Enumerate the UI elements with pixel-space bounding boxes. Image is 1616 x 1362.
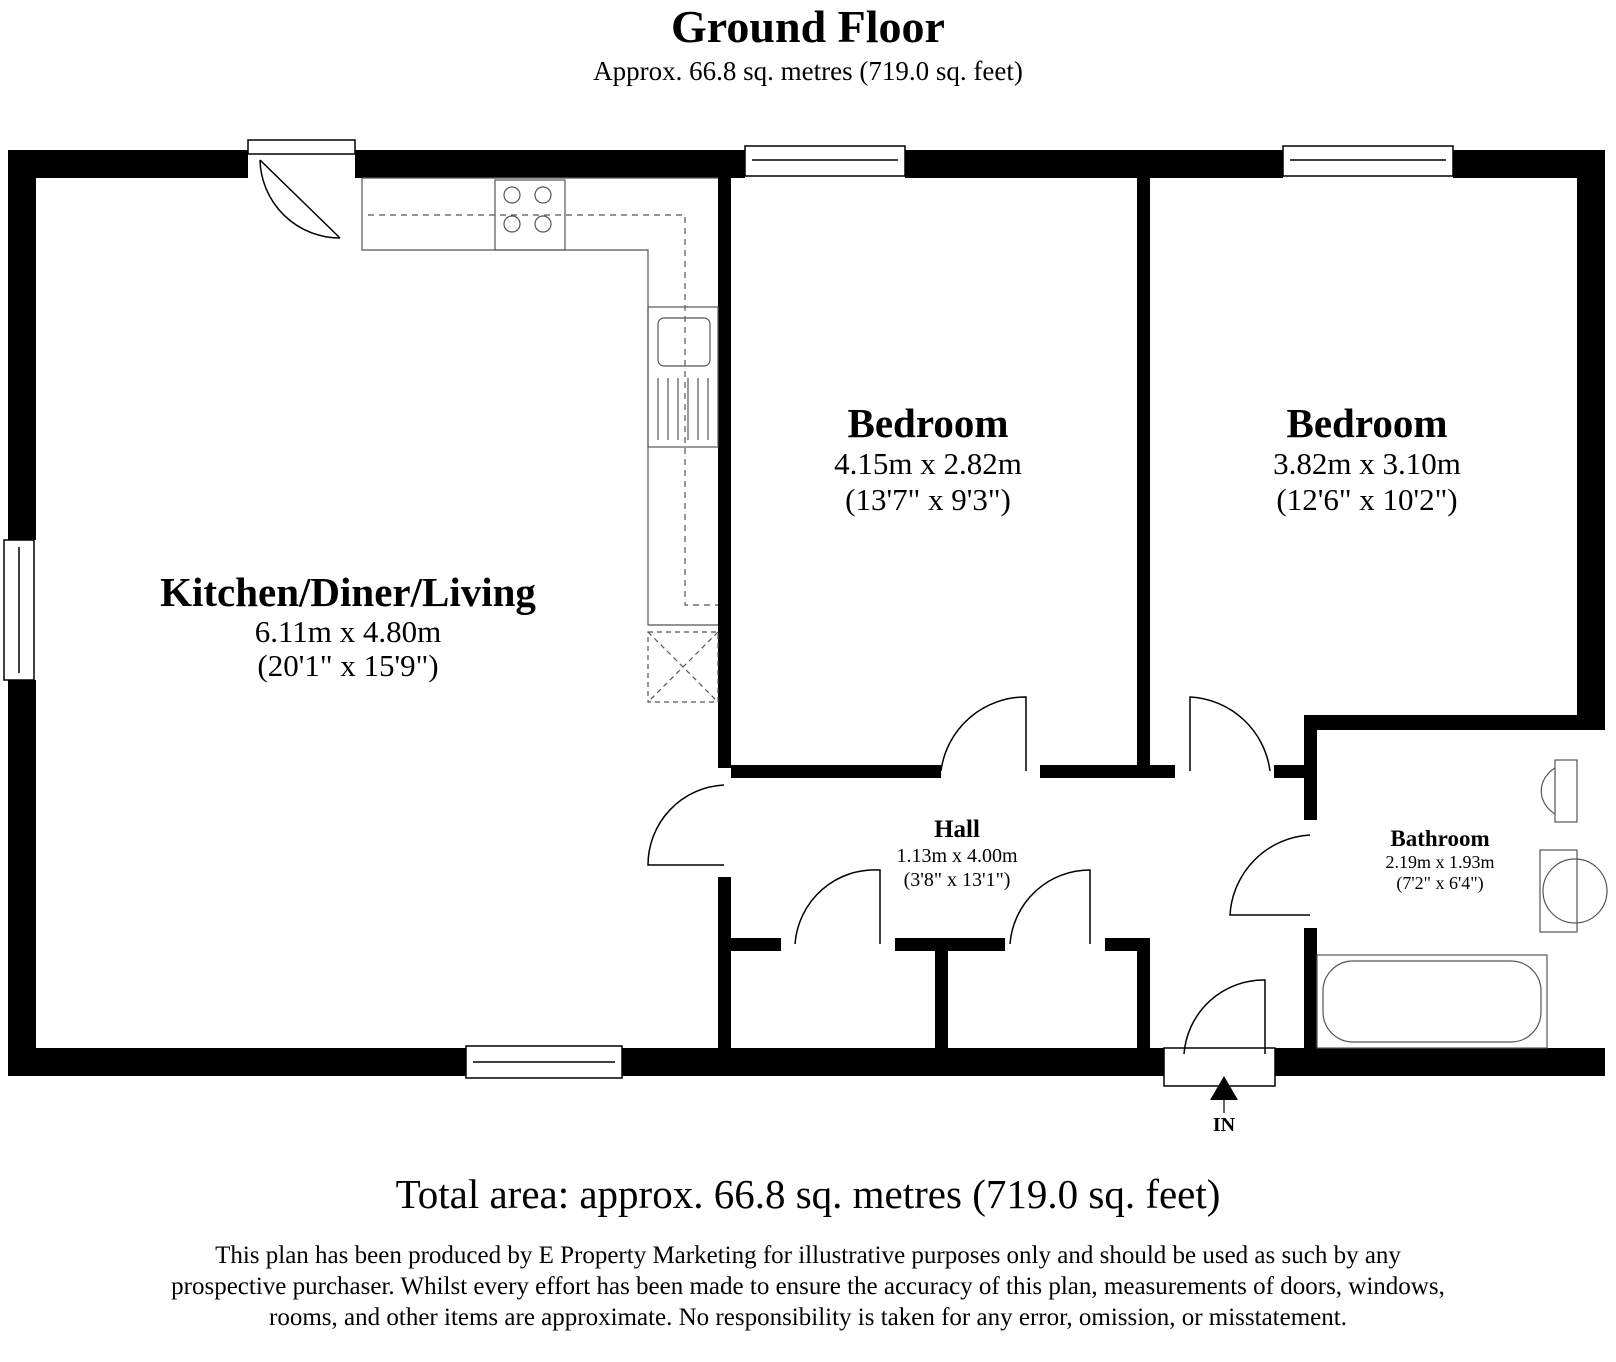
hob-ring-4 (535, 216, 551, 232)
door-kitchen-external (260, 160, 340, 238)
wall-hall-bed2-right (1274, 765, 1304, 778)
hall-metric: 1.13m x 4.00m (896, 845, 1018, 867)
wall-bathroom-left-top (1304, 715, 1317, 820)
wall-top-mid (355, 150, 745, 178)
door-cupboard1 (795, 870, 880, 944)
bedroom1-name: Bedroom (847, 400, 1009, 446)
bath-inner (1323, 961, 1541, 1042)
wall-kitchen-bed1 (718, 178, 731, 768)
wall-cupboard-divider (935, 951, 948, 1048)
wall-top-left (8, 150, 248, 178)
door-entrance (1184, 980, 1265, 1054)
bathroom-fixtures (1317, 760, 1607, 1048)
bedroom2-metric: 3.82m x 3.10m (1273, 446, 1461, 481)
bathroom-name: Bathroom (1390, 826, 1490, 851)
entrance-frame (1164, 1048, 1275, 1086)
bath (1317, 955, 1547, 1048)
toilet-bowl (1541, 768, 1555, 814)
room-labels (160, 400, 1494, 894)
bedroom2-name: Bedroom (1286, 400, 1448, 446)
window-bedroom1 (745, 146, 905, 176)
wall-cupboard1-top (731, 938, 781, 951)
wall-bed1-bed2 (1137, 178, 1150, 768)
worktop-dashed (368, 215, 718, 605)
worktop-outline (362, 178, 718, 625)
hall-name: Hall (934, 816, 980, 843)
wall-bottom-right (1275, 1048, 1605, 1076)
door-cupboard2 (1010, 870, 1090, 944)
bedroom1-imperial: (13'7" x 9'3") (845, 482, 1011, 517)
bedroom2-imperial: (12'6" x 10'2") (1276, 482, 1458, 517)
hob-ring-1 (504, 187, 520, 203)
wall-right (1577, 150, 1605, 720)
wall-cupboard-mid-top (895, 938, 1005, 951)
wall-bottom-left (8, 1048, 466, 1076)
wall-bathroom-left-bottom (1304, 928, 1317, 1076)
disclaimer: This plan has been produced by E Property Marketing for illustrative purposes only and should be used as such by any prospective purchaser. Whilst every effort has been made to ensure the accuracy of this plan, measurements of doors, windows, rooms, and other items are approximate. No responsibility is taken for any error, omission, or misstatement. (171, 1242, 1445, 1331)
appliance-cross (648, 632, 718, 702)
basin-unit (1540, 850, 1577, 932)
wall-hall-bed1-right (1040, 765, 1150, 778)
wall-cupboard2-right (1137, 938, 1150, 1048)
hob-ring-2 (535, 187, 551, 203)
wall-bottom-mid (622, 1048, 1164, 1076)
bedroom1-metric: 4.15m x 2.82m (834, 446, 1022, 481)
plan-title: Ground Floor (671, 1, 945, 52)
sink-drainer (658, 378, 708, 440)
sink-bowl (658, 318, 710, 366)
kitchen-metric: 6.11m x 4.80m (254, 614, 442, 649)
wall-left-bottom (8, 680, 36, 1076)
window-kitchen-top-door-frame (248, 140, 355, 154)
wall-hall-bed1-left (731, 765, 941, 778)
total-area: Total area: approx. 66.8 sq. metres (719.0 sq. feet) (395, 1171, 1221, 1217)
window-bedroom2 (1283, 146, 1453, 176)
door-bedroom2 (1190, 697, 1270, 771)
hob-ring-3 (504, 216, 520, 232)
wall-top-mid2 (905, 150, 1283, 178)
bathroom-imperial: (7'2" x 6'4") (1396, 873, 1484, 893)
plan-subtitle: Approx. 66.8 sq. metres (719.0 sq. feet) (593, 56, 1023, 86)
wall-bathroom-top (1304, 715, 1605, 730)
hall-imperial: (3'8" x 13'1") (903, 869, 1011, 891)
toilet-cistern (1555, 760, 1577, 822)
entrance-label: IN (1212, 1114, 1236, 1136)
kitchen-imperial: (20'1" x 15'9") (257, 648, 439, 683)
door-bathroom (1230, 835, 1310, 915)
basin-bowl (1543, 859, 1607, 923)
wall-left-top (8, 150, 36, 540)
bathroom-metric: 2.19m x 1.93m (1385, 852, 1495, 872)
door-bedroom1 (941, 697, 1026, 771)
kitchen-name: Kitchen/Diner/Living (160, 569, 536, 615)
door-kitchen-hall (648, 785, 724, 865)
wall-hall-bed2-stub (1150, 765, 1175, 778)
wall-kitchen-hall-bottom (718, 877, 731, 1062)
interior-walls (718, 178, 1605, 1076)
